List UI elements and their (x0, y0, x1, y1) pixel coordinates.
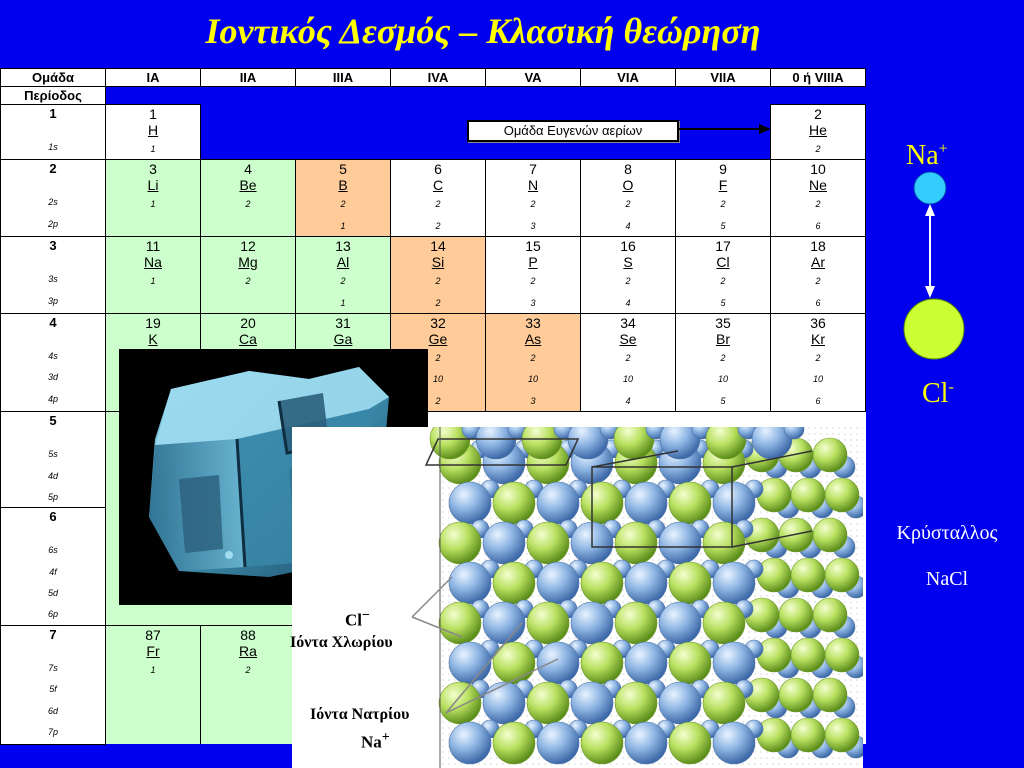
electron-count: 10 (527, 374, 538, 385)
electron-count: 2 (720, 199, 726, 210)
electron-count: 2 (340, 276, 346, 287)
electron-count: 1 (150, 144, 156, 154)
electron-count: 6 (815, 220, 821, 231)
element-cell (581, 313, 676, 411)
electron-count: 2 (530, 199, 536, 210)
chloride-symbol: Cl (345, 610, 362, 630)
element-symbol: As (524, 330, 542, 347)
period-cell-7 (1, 625, 106, 744)
element-symbol: Cl (716, 254, 730, 271)
atomic-number: 32 (430, 314, 446, 331)
atomic-number: 2 (814, 106, 822, 122)
element-cell (201, 160, 296, 237)
electron-count: 4 (625, 297, 631, 308)
electron-count: 2 (815, 352, 821, 363)
element-symbol: Ne (809, 177, 827, 194)
orbital-label: 2s (48, 197, 58, 208)
sodium-ions-text: Ιόντα Νατρίου (310, 706, 410, 723)
period-cell-5 (1, 412, 106, 508)
atomic-number: 34 (620, 314, 636, 331)
element-symbol: Ca (239, 330, 257, 347)
atomic-number: 9 (719, 161, 727, 178)
element-symbol: Al (336, 254, 350, 271)
electron-count: 2 (435, 297, 441, 308)
period-number: 5 (49, 413, 57, 429)
element-cell (581, 237, 676, 314)
period-cell-2 (1, 160, 106, 237)
element-symbol: He (809, 122, 827, 138)
electron-count: 2 (720, 276, 726, 287)
orbital-label: 6s (48, 545, 58, 556)
electron-count: 5 (720, 297, 726, 308)
period-number: 2 (49, 161, 57, 177)
electron-count (201, 215, 295, 236)
element-cell (771, 160, 866, 237)
electron-count (106, 723, 200, 744)
element-cell (486, 237, 581, 314)
electron-count: 2 (625, 199, 631, 210)
element-symbol: Mg (238, 254, 258, 271)
chloride-charge: − (362, 608, 370, 623)
orbital-label: 7p (47, 727, 58, 738)
chloride-ions-text: Ιόντα Χλωρίου (290, 634, 393, 651)
atomic-number: 5 (339, 161, 347, 178)
electron-count: 3 (530, 220, 536, 231)
electron-count: 2 (435, 199, 441, 210)
element-cell (106, 625, 201, 744)
callout-arrow-icon (677, 120, 777, 136)
ion-pair-icon (897, 168, 967, 368)
orbital-label: 2p (47, 218, 58, 229)
electron-count: 2 (435, 276, 441, 287)
electron-count: 2 (245, 199, 251, 210)
electron-count: 6 (815, 297, 821, 308)
element-cell (676, 237, 771, 314)
electron-count: 2 (435, 395, 441, 406)
atomic-number: 20 (240, 314, 256, 331)
electron-count: 10 (717, 374, 728, 385)
element-symbol: S (623, 254, 633, 271)
element-cell (676, 160, 771, 237)
atomic-number: 15 (525, 238, 541, 255)
group-header-4: VA (486, 69, 581, 87)
element-symbol: B (338, 177, 348, 194)
atomic-number: 18 (810, 238, 826, 255)
element-cell (581, 160, 676, 237)
cl-ion-symbol: Cl (922, 378, 949, 409)
electron-count: 10 (432, 374, 443, 385)
electron-count (106, 215, 200, 236)
electron-count: 2 (625, 276, 631, 287)
electron-count: 1 (150, 276, 156, 287)
electron-count: 2 (340, 199, 346, 210)
atomic-number: 19 (145, 314, 161, 331)
atomic-number: 33 (525, 314, 541, 331)
crystal-formula: NaCl (925, 568, 969, 590)
atomic-number: 1 (149, 106, 157, 122)
group-header-2: IIIA (296, 69, 391, 87)
element-cell (771, 313, 866, 411)
orbital-label: 5f (49, 684, 57, 695)
element-symbol: Br (716, 330, 730, 347)
crystal-caption: Κρύσταλλος (896, 522, 998, 544)
period-cell-3 (1, 237, 106, 314)
element-symbol: Ar (811, 254, 825, 271)
element-symbol: Kr (811, 330, 825, 347)
element-cell (391, 160, 486, 237)
period-number: 6 (49, 509, 57, 525)
group-header-label: Ομάδα (1, 69, 106, 87)
na-ion-charge: + (938, 140, 948, 158)
group-header-3: IVA (391, 69, 486, 87)
element-cell (106, 237, 201, 314)
group-header-0: IA (106, 69, 201, 87)
sodium-charge: + (381, 730, 390, 745)
atomic-number: 13 (335, 238, 351, 255)
na-ion-symbol: Na (906, 140, 939, 171)
orbital-label: 5p (47, 491, 58, 502)
atomic-number: 87 (145, 626, 161, 643)
electron-count: 10 (812, 374, 823, 385)
sodium-symbol: Na (361, 732, 382, 752)
atomic-number: 3 (149, 161, 157, 178)
orbital-label: 6p (47, 609, 58, 620)
group-header-6: VIIA (676, 69, 771, 87)
electron-count (201, 292, 295, 313)
electron-count: 6 (815, 395, 821, 406)
electron-count (106, 680, 200, 701)
orbital-label: 3s (48, 274, 58, 285)
electron-count: 4 (625, 395, 631, 406)
noble-gases-callout: Ομάδα Ευγενών αερίων (467, 120, 679, 142)
sodium-ion-label (361, 730, 390, 753)
electron-count: 2 (435, 220, 441, 231)
period-number: 1 (49, 106, 57, 121)
header-blue-band (106, 87, 866, 105)
orbital-label: 4p (47, 393, 58, 404)
element-cell (771, 237, 866, 314)
electron-count: 3 (530, 395, 536, 406)
electron-count: 1 (340, 297, 346, 308)
element-symbol: Ga (333, 330, 353, 347)
atomic-number: 14 (430, 238, 446, 255)
electron-count: 2 (435, 352, 441, 363)
period-number: 7 (49, 626, 57, 642)
group-header-1: IIA (201, 69, 296, 87)
element-symbol: Ra (239, 642, 257, 659)
element-symbol: Be (239, 177, 257, 194)
element-symbol: F (718, 177, 728, 194)
orbital-label: 5s (48, 449, 58, 460)
slide-title: Ιοντικός Δεσμός – Κλασική θεώρηση (205, 11, 761, 51)
element-cell (486, 313, 581, 411)
element-symbol: Se (619, 330, 637, 347)
period-cell-6 (1, 508, 106, 626)
electron-count: 2 (530, 276, 536, 287)
period-number: 4 (49, 314, 57, 330)
orbital-label: 3p (47, 295, 58, 306)
element-cell (296, 237, 391, 314)
orbital-label: 6d (47, 705, 58, 716)
element-cell (106, 160, 201, 237)
electron-count: 2 (815, 276, 821, 287)
atomic-number: 17 (715, 238, 731, 255)
orbital-label: 3d (47, 372, 58, 383)
electron-count (106, 702, 200, 723)
electron-count (201, 702, 295, 723)
atomic-number: 12 (240, 238, 256, 255)
electron-count: 1 (150, 664, 156, 675)
cl-ion-label (922, 378, 954, 410)
electron-count: 1 (150, 199, 156, 210)
element-cell (676, 313, 771, 411)
orbital-label: 1s (48, 142, 58, 152)
electron-count: 2 (815, 199, 821, 210)
element-symbol: C (432, 177, 444, 194)
electron-count: 5 (720, 395, 726, 406)
electron-count: 3 (530, 297, 536, 308)
element-symbol: Fr (146, 642, 160, 659)
period-cell-1 (1, 105, 106, 160)
electron-count: 4 (625, 220, 631, 231)
period-header-label: Περίοδος (1, 87, 106, 105)
element-cell (201, 237, 296, 314)
electron-count (201, 680, 295, 701)
electron-count (106, 292, 200, 313)
group-header-5: VIA (581, 69, 676, 87)
group-header-7: 0 ή VIIIA (771, 69, 866, 87)
element-cell (296, 160, 391, 237)
atomic-number: 7 (529, 161, 537, 178)
element-symbol: O (622, 177, 634, 194)
element-symbol: H (147, 122, 159, 138)
element-cell (391, 237, 486, 314)
element-symbol: K (148, 330, 158, 347)
orbital-label: 5d (47, 588, 58, 599)
electron-count: 2 (245, 664, 251, 675)
element-cell (106, 105, 201, 160)
period-number: 3 (49, 238, 57, 254)
electron-count: 5 (720, 220, 726, 231)
electron-count: 2 (245, 276, 251, 287)
electron-count (201, 723, 295, 744)
period-cell-4 (1, 313, 106, 411)
electron-count: 10 (622, 374, 633, 385)
element-cell (201, 625, 296, 744)
atomic-number: 36 (810, 314, 826, 331)
atomic-number: 88 (240, 626, 256, 643)
chloride-ion-label (345, 608, 370, 631)
element-symbol: P (528, 254, 538, 271)
orbital-label: 4s (48, 350, 58, 361)
atomic-number: 10 (810, 161, 826, 178)
element-cell (486, 160, 581, 237)
orbital-label: 4f (49, 566, 57, 577)
orbital-label: 7s (48, 662, 58, 673)
atomic-number: 8 (624, 161, 632, 178)
element-symbol: Si (431, 254, 445, 271)
atomic-number: 4 (244, 161, 252, 178)
element-symbol: Li (147, 177, 159, 194)
electron-count: 2 (625, 352, 631, 363)
atomic-number: 6 (434, 161, 442, 178)
electron-count: 2 (815, 144, 821, 154)
element-symbol: Na (144, 254, 162, 271)
element-symbol: N (527, 177, 539, 194)
atomic-number: 35 (715, 314, 731, 331)
atomic-number: 31 (335, 314, 351, 331)
orbital-label: 4d (47, 470, 58, 481)
electron-count: 2 (530, 352, 536, 363)
element-symbol: Ge (428, 330, 448, 347)
electron-count: 1 (340, 220, 346, 231)
atomic-number: 16 (620, 238, 636, 255)
electron-count: 2 (720, 352, 726, 363)
cl-ion-charge: - (948, 378, 954, 396)
atomic-number: 11 (145, 238, 161, 255)
element-cell (771, 105, 866, 160)
